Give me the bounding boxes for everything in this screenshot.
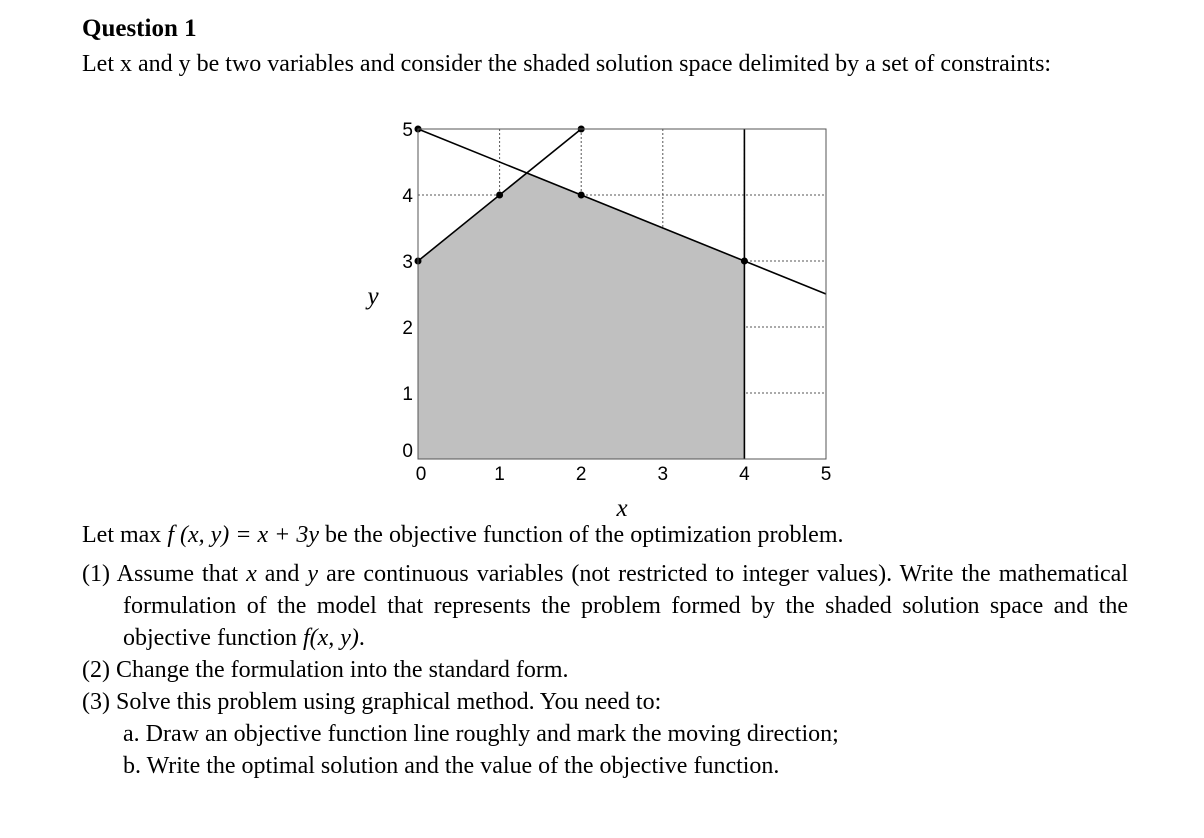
variable-y: y — [307, 561, 319, 587]
y-tick-label: 5 — [402, 120, 413, 141]
subitem-a: a. Draw an objective function line roughly and mark the moving direction; — [123, 721, 839, 747]
y-axis-label: y — [367, 283, 379, 310]
x-tick-label: 5 — [820, 464, 832, 485]
question-item-2-number: (2) — [82, 657, 110, 683]
vertex-marker-4-3 — [741, 258, 748, 265]
y-tick-label: 0 — [402, 441, 413, 462]
x-axis-label: x — [616, 495, 628, 522]
question-item-1-end: . — [358, 625, 365, 651]
question-item-1-pre: Assume that — [109, 561, 247, 587]
objective-statement — [82, 519, 1128, 551]
question-list — [82, 558, 1128, 782]
question-item-2 — [82, 654, 1128, 686]
question-title: Question 1 — [82, 15, 197, 42]
question-item-3 — [82, 686, 1128, 718]
vertex-marker-2-4 — [578, 192, 585, 199]
question-item-3-number: (3) — [82, 689, 110, 715]
x-tick-label: 0 — [415, 464, 427, 485]
objective-expression: f (x, y) = x + 3y — [167, 522, 319, 548]
question-intro: Let x and y be two variables and consider the shaded solution space delimited by a set of constraints: — [82, 51, 1052, 77]
question-item-1-number: (1) — [82, 561, 110, 587]
question-item-3-text: Solve this problem using graphical method. You need to: — [109, 689, 662, 715]
question-item-1-and: and — [256, 561, 308, 587]
objective-prefix: Let max — [82, 522, 168, 548]
x-tick-label: 1 — [494, 464, 505, 485]
x-tick-label: 4 — [739, 464, 750, 485]
subitem-b: b. Write the optimal solution and the value of the objective function. — [123, 753, 780, 779]
y-tick-label: 4 — [402, 186, 413, 207]
y-tick-label: 1 — [402, 384, 413, 405]
vertex-marker-1-4 — [496, 192, 503, 199]
y-tick-label: 3 — [402, 252, 413, 273]
objective-suffix: be the objective function of the optimization problem. — [318, 522, 844, 548]
y-tick-label: 2 — [402, 318, 413, 339]
feasible-region — [418, 173, 744, 459]
variable-x: x — [246, 561, 257, 587]
question-item-1 — [82, 558, 1128, 654]
question-item-1-mid: are continuous variables (not restricted to integer values). Write the mathematical formulation of the model that represents the problem formed by the shaded solution space and the objective function — [123, 561, 1128, 651]
shade-layer — [418, 173, 744, 459]
question-item-2-text: Change the formulation into the standard form. — [109, 657, 569, 683]
x-tick-label: 3 — [657, 464, 669, 485]
feasible-region-chart — [340, 112, 840, 522]
x-tick-label: 2 — [575, 464, 587, 485]
function-f-xy: f(x, y) — [302, 625, 359, 651]
